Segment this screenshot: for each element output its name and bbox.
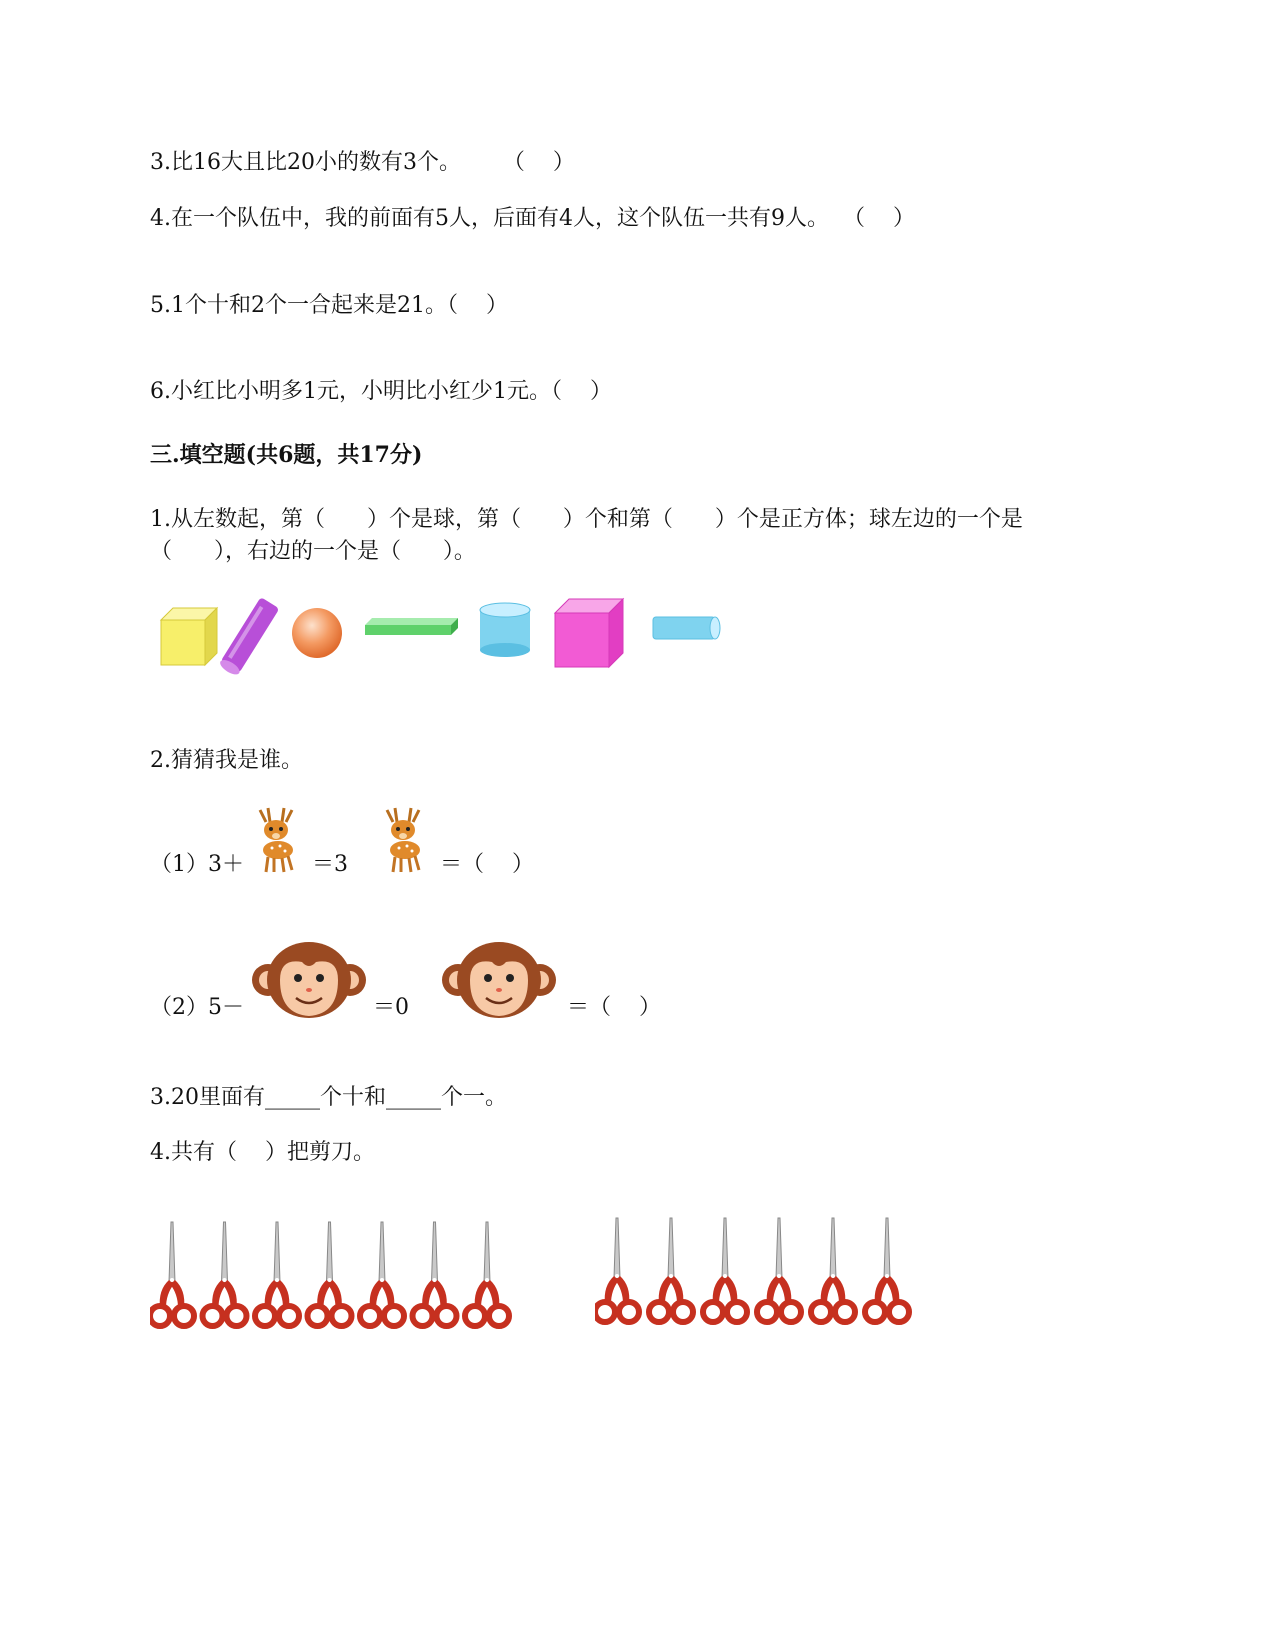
fill-q1-line1: 1.从左数起，第（ ）个是球，第（ ）个和第（ ）个是正方体；球左边的一个是	[150, 507, 1023, 532]
judge-q4: 4.在一个队伍中，我的前面有5人，后面有4人，这个队伍一共有9人。 （ ）	[150, 206, 915, 231]
fill-q4: 4.共有（ ）把剪刀。	[150, 1140, 375, 1165]
scissors-group-right	[595, 1216, 925, 1336]
scissors-icon	[255, 1222, 299, 1326]
monkey-icon	[250, 940, 368, 1026]
judge-q3: 3.比16大且比20小的数有3个。 （ ）	[150, 150, 575, 175]
scissors-icon	[703, 1218, 747, 1322]
pink-cube-icon	[555, 599, 623, 667]
scissors-group-left	[150, 1220, 530, 1340]
q2-2-prefix: （2）5－	[150, 995, 244, 1020]
shapes-row	[155, 595, 755, 675]
q2-1-end: ＝（ ）	[440, 852, 534, 877]
scissors-icon	[465, 1222, 509, 1326]
scissors-icon	[865, 1218, 909, 1322]
fill-q3: 3.20里面有_____个十和_____个一。	[150, 1085, 507, 1110]
deer-icon	[248, 802, 306, 878]
scissors-icon	[150, 1222, 194, 1326]
green-cuboid-icon	[365, 618, 458, 635]
scissors-icon	[308, 1222, 352, 1326]
scissors-icon	[811, 1218, 855, 1322]
judge-q5: 5.1个十和2个一合起来是21。（ ）	[150, 293, 508, 318]
q2-1-prefix: （1）3＋	[150, 852, 244, 877]
scissors-icon	[595, 1218, 639, 1322]
q2-2-end: ＝（ ）	[567, 995, 661, 1020]
blue-tube-icon	[653, 617, 720, 639]
purple-cylinder-icon	[218, 597, 280, 675]
scissors-icon	[360, 1222, 404, 1326]
scissors-icon	[413, 1222, 457, 1326]
fill-q1-line2: （ ），右边的一个是（ ）。	[150, 539, 476, 564]
q2-1-mid: ＝3	[312, 852, 348, 877]
judge-q6: 6.小红比小明多1元，小明比小红少1元。（ ）	[150, 379, 612, 404]
yellow-cube-icon	[161, 608, 217, 665]
deer-icon-2	[375, 802, 433, 878]
orange-ball-icon	[292, 608, 342, 658]
scissors-icon	[757, 1218, 801, 1322]
section-heading: 三.填空题(共6题，共17分)	[150, 442, 423, 468]
scissors-icon	[203, 1222, 247, 1326]
monkey-icon-2	[440, 940, 558, 1026]
scissors-icon	[649, 1218, 693, 1322]
q2-2-mid: ＝0	[373, 995, 409, 1020]
fill-q2-title: 2.猜猜我是谁。	[150, 748, 303, 773]
blue-cylinder-icon	[480, 603, 530, 657]
